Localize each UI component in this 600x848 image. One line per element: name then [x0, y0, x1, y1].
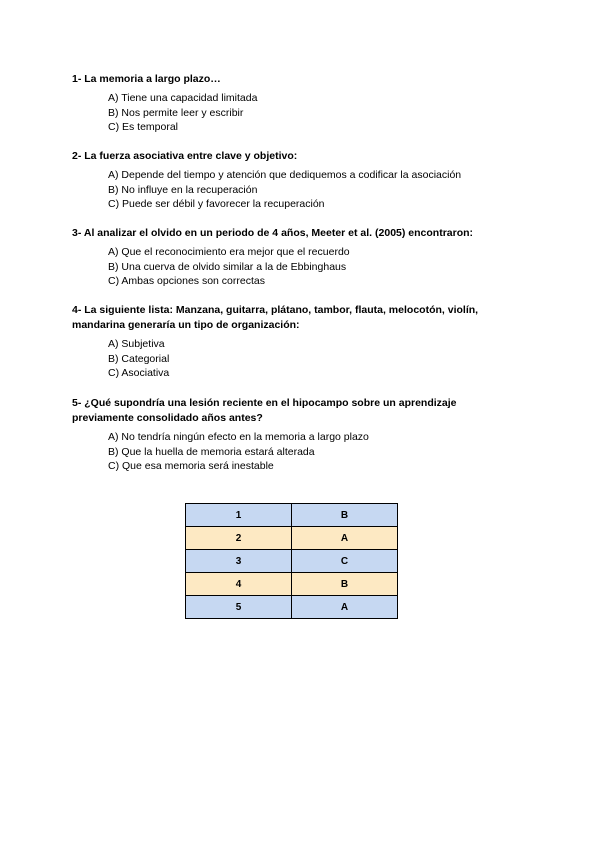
option-c: C) Ambas opciones son correctas: [108, 275, 265, 287]
answer-key-table: [185, 503, 398, 619]
question-2: [72, 149, 512, 212]
option-list: [108, 91, 512, 135]
option-a: A) Depende del tiempo y atención que dediquemos a codificar la asociación: [108, 169, 462, 181]
question-3: [72, 226, 512, 289]
option-c: C) Que esa memoria será inestable: [108, 460, 274, 472]
answer-cell: A: [292, 527, 398, 550]
option-a: A) Que el reconocimiento era mejor que el recuerdo: [108, 246, 350, 258]
option-b: B) Categorial: [108, 352, 170, 365]
option-a: A) Tiene una capacidad limitada: [108, 92, 258, 104]
question-number-cell: 2: [186, 527, 292, 550]
option-c: C) Asociativa: [108, 367, 170, 379]
answer-cell: B: [292, 504, 398, 527]
answer-cell: B: [292, 573, 398, 596]
question-1: [72, 72, 512, 135]
option-list: [108, 430, 512, 474]
question-title: 1- La memoria a largo plazo…: [72, 73, 221, 85]
question-number-cell: 4: [186, 573, 292, 596]
question-title: 2- La fuerza asociativa entre clave y objetivo:: [72, 150, 298, 162]
option-b: B) Una cuerva de olvido similar a la de Ebbinghaus: [108, 260, 347, 273]
option-b: B) Nos permite leer y escribir: [108, 106, 244, 119]
question-5: [72, 396, 512, 474]
option-list: [108, 337, 512, 381]
option-c: C) Puede ser débil y favorecer la recuperación: [108, 198, 325, 210]
table-row: [186, 573, 398, 596]
option-list: [108, 245, 512, 289]
option-a: A) No tendría ningún efecto en la memoria a largo plazo: [108, 431, 369, 443]
question-number-cell: 5: [186, 596, 292, 619]
answer-cell: A: [292, 596, 398, 619]
question-title: 4- La siguiente lista: Manzana, guitarra, plátano, tambor, flauta, melocotón, violín, mandarina generaría un tipo de organización:: [72, 304, 479, 331]
question-4: [72, 303, 512, 381]
option-a: A) Subjetiva: [108, 338, 165, 350]
table-row: [186, 596, 398, 619]
table-row: [186, 527, 398, 550]
question-title: 3- Al analizar el olvido en un periodo de 4 años, Meeter et al. (2005) encontraron:: [72, 227, 474, 239]
option-b: B) Que la huella de memoria estará alterada: [108, 445, 315, 458]
option-list: [108, 168, 512, 212]
question-title: 5- ¿Qué supondría una lesión reciente en el hipocampo sobre un aprendizaje previamente consolidado años antes?: [72, 397, 457, 424]
table-row: [186, 504, 398, 527]
question-number-cell: 1: [186, 504, 292, 527]
question-number-cell: 3: [186, 550, 292, 573]
answer-cell: C: [292, 550, 398, 573]
option-c: C) Es temporal: [108, 121, 179, 133]
table-row: [186, 550, 398, 573]
option-b: B) No influye en la recuperación: [108, 183, 258, 196]
